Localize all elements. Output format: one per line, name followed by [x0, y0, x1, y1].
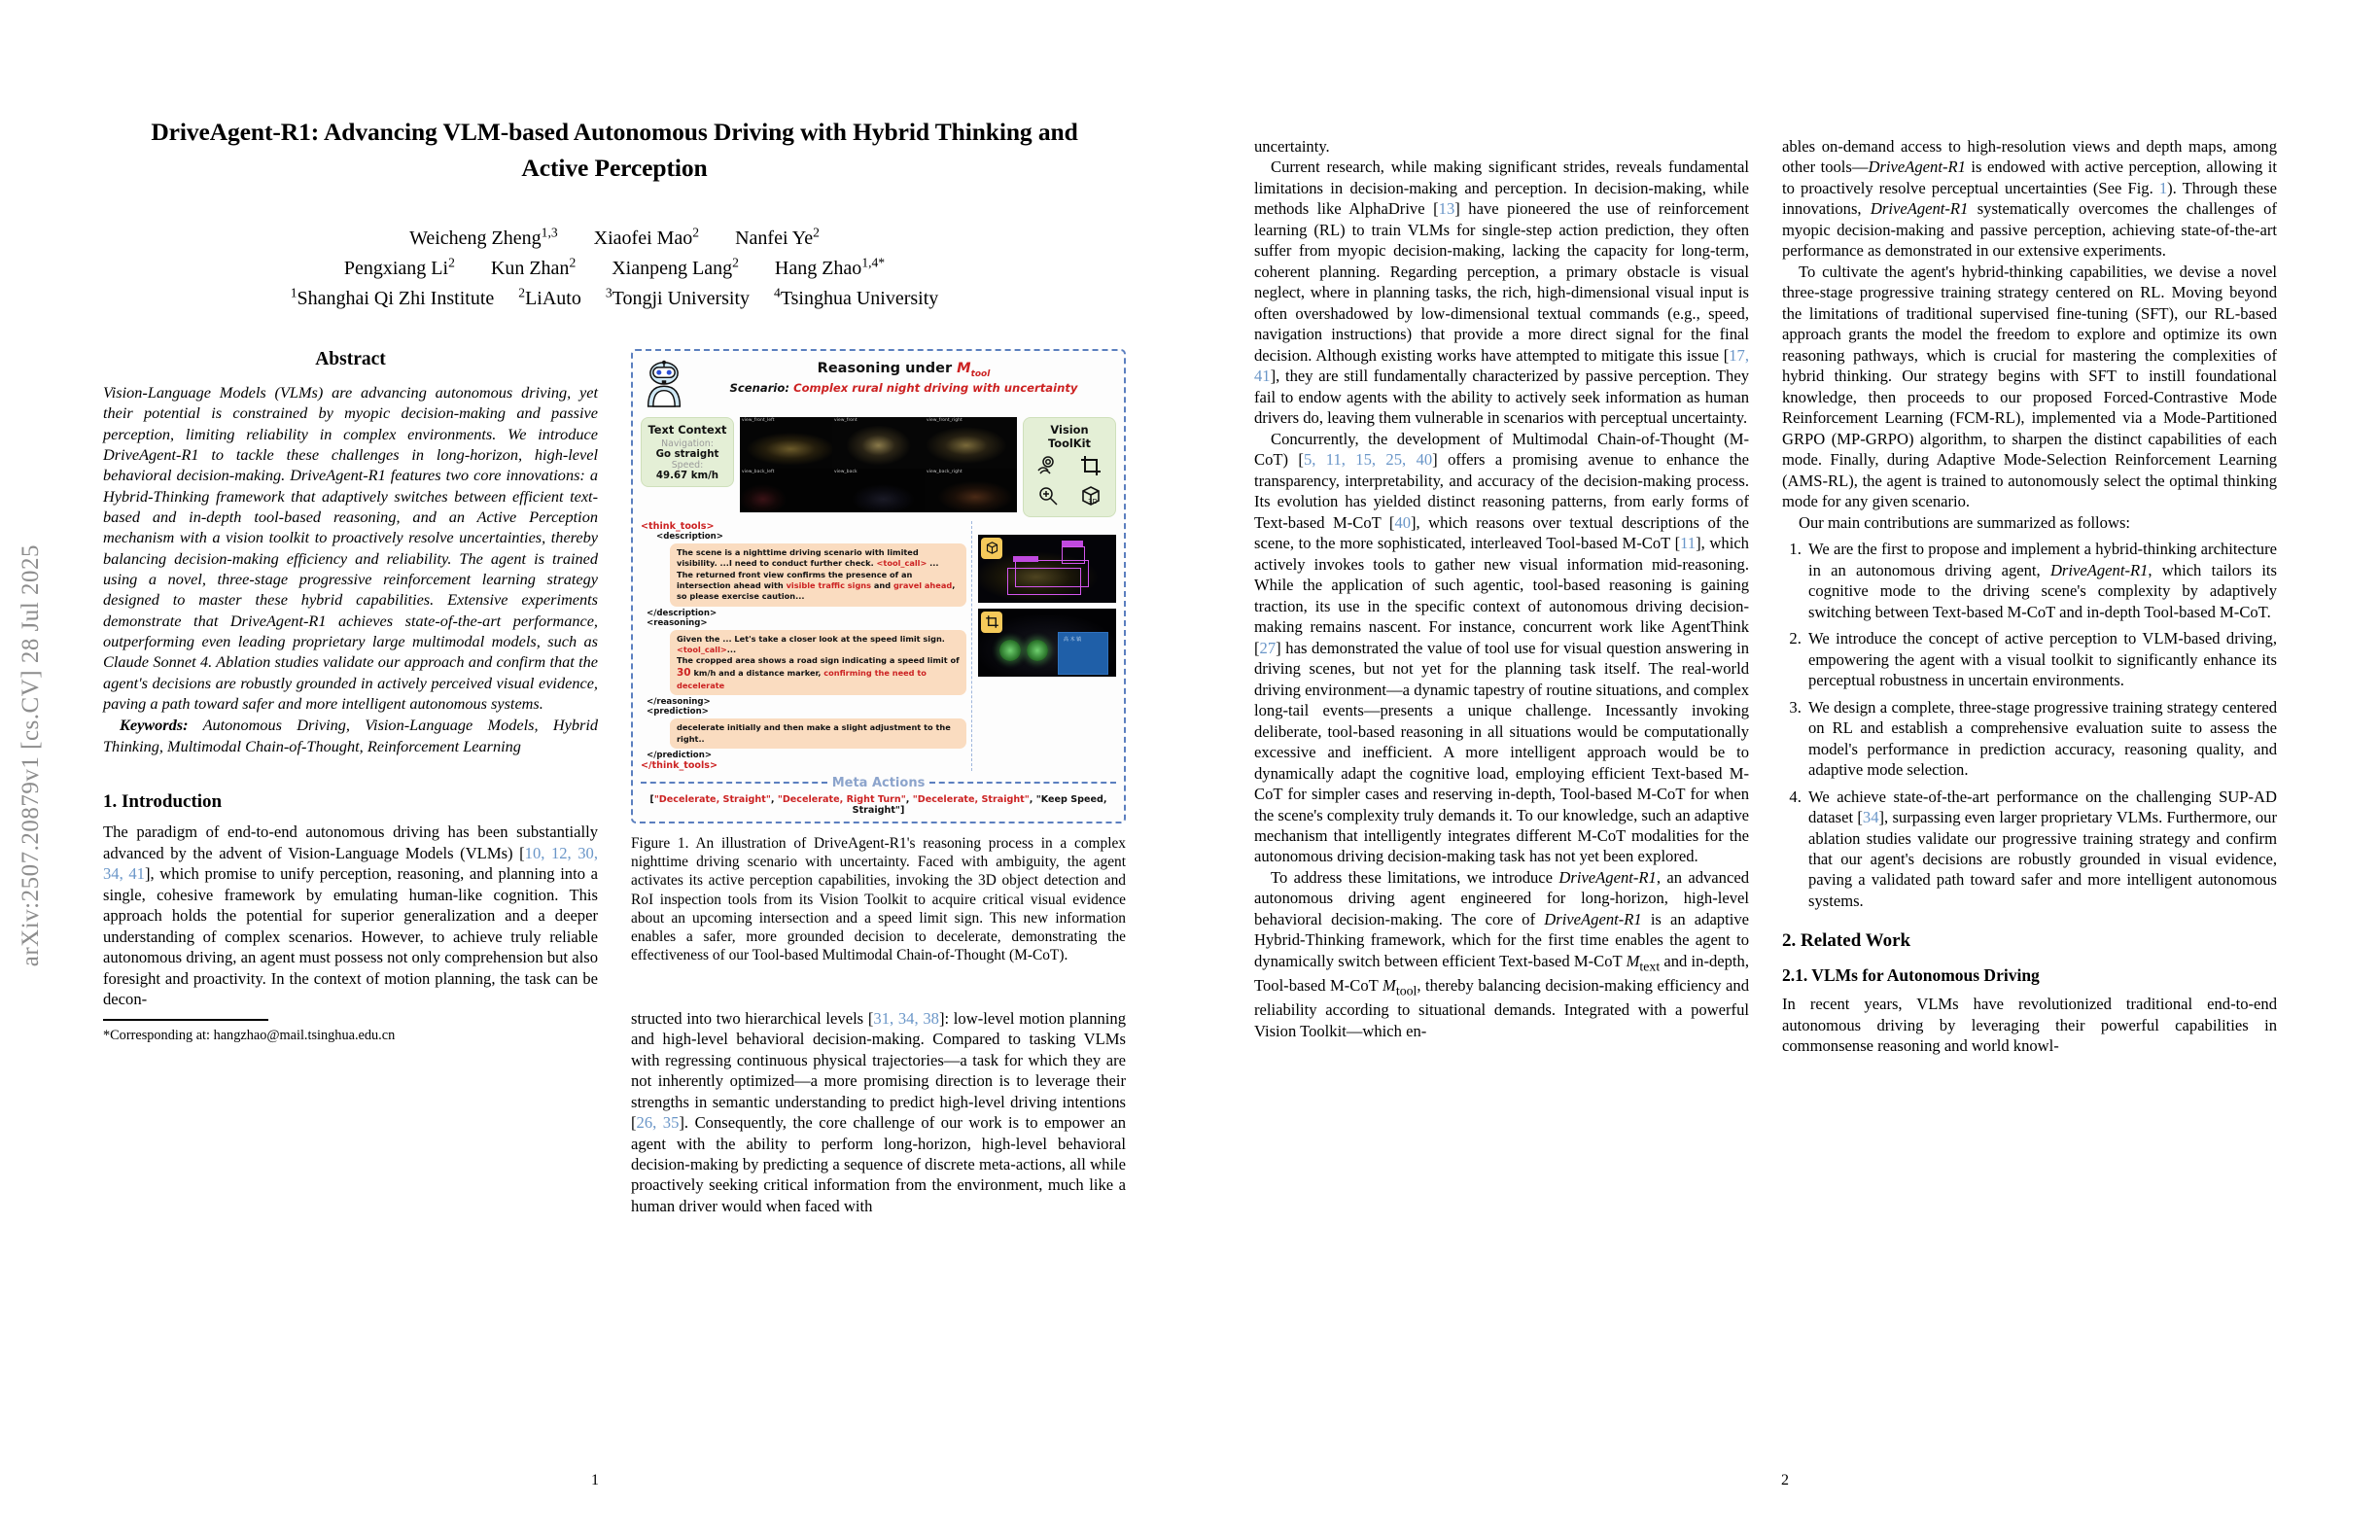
tag-reasoning-close: </reasoning>: [647, 697, 711, 708]
author-row-2: [103, 254, 1126, 284]
intro-paragraph-2: structed into two hierarchical levels [31, 34, 38]: low-level motion planning and high-level behavioral decision-making. Compared to tasking VLMs with regressing continuous physical trajectories—a task for which they are not inherently optimized—a more promising direction is to leverage their strengths in semantic understanding to predict high-level driving intentions [26, 35]. Consequently, the core challenge of our work is to empower an agent with the ability to perform long-horizon, high-level behavioral decision-making by predicting a sequence of discrete meta-actions, all while proactively seeking critical information from the environment, much like a human driver would when faced with: [631, 1008, 1127, 1215]
figure-title: Reasoning under $M_{tool}$: [817, 360, 991, 379]
figure-middle-row: [641, 417, 1116, 517]
author: Xianpeng Lang$^2$: [612, 255, 739, 279]
abstract-keywords: Keywords: Autonomous Driving, Vision-Language Models, Hybrid Thinking, Multimodal Chain-of-Thought, Reinforcement Learning: [103, 716, 598, 755]
meta-actions-list: ["Decelerate, Straight", "Decelerate, Right Turn", "Decelerate, Straight", "Keep Speed, Straight"]: [649, 793, 1107, 816]
prediction-bubble: decelerate initially and then make a slight adjustment to the right..: [670, 718, 966, 749]
page-2: [1190, 0, 2380, 1540]
author-row-1: [103, 224, 1126, 254]
text-context-box: [641, 417, 734, 487]
intro-paragraph-5: Concurrently, the development of Multimodal Chain-of-Thought (M-CoT) [5, 11, 15, 25, 40] offers a promising avenue to enhance the transparency, interpretability, and accuracy of the decision-making process. Its evolution has yielded distinct reasoning patterns, from early forms of Text-based M-CoT [40], which reasons over textual descriptions of the scene, to the more sophisticated, interleaved Tool-based M-CoT [11], which actively invokes tools to gather new visual information mid-reasoning. While the application of such agentic, tool-based reasoning is gaining traction, its use in the specific context of autonomous driving decision-making remains nascent. For instance, concurrent work like AgentThink [27] has demonstrated the value of tool use for visual question answering in driving scenes, but not yet for the planning task itself. The real-world driving environment—a dynamic tapestry of routine situations, and complex long-tail events—presents a unique challenge. Incessantly invoking deliberate, tool-based reasoning in all situations would be computationally excessive and inefficient. A more intelligent approach would be to dynamically adapt the cognitive load, employing efficient Text-based M-CoT for simpler cases and reserving in-depth, Tool-based M-CoT for when the scene's complexity truly demands it. To our knowledge, such an adaptive mechanism that intelligently integrates different M-CoT modalities for the autonomous driving decision-making task has not yet been explored.: [1254, 429, 1750, 866]
vision-toolkit-title: Vision ToolKit: [1048, 422, 1091, 450]
intro-paragraph-8: To cultivate the agent's hybrid-thinking capabilities, we devise a novel three-stage progressive training strategy centered on RL. Moving beyond the limitations of traditional supervised fine-tuning (SFT), our RL-based approach grants the model the freedom to explore and optimize its own reasoning pathways, which is crucial for mastering the complexities of hybrid thinking. Our strategy begins with SFT to instill foundational knowledge, then proceeds to our proposed Forced-Contrastive Mode Reinforcement Learning (FCM-RL), implemented via a Mode-Partitioned GRPO (MP-GRPO) algorithm, to sharpen the distinct capabilities of each mode. Finally, during Adaptive Mode-Selection Reinforcement Learning (AMS-RL), the agent is trained to autonomously select the optimal thinking mode for any given scenario.: [1782, 262, 2277, 511]
camera-view: view_front: [832, 417, 925, 469]
page-number-right: 2: [1781, 1472, 1789, 1488]
intro-paragraph-3: uncertainty.: [1254, 137, 1330, 156]
meta-actions-label: Meta Actions: [831, 775, 926, 790]
page-2-columns: [1254, 136, 2277, 1057]
author: Nanfei Ye$^2$: [735, 225, 820, 249]
list-item: 4. We achieve state-of-the-art performance on the challenging SUP-AD dataset [34], surpassing even larger proprietary VLMs. Furthermore, our ablation studies validate our progressive training strategy and confirm that our agent's decisions are robustly grounded in visual evidence, paving a validated path toward safer and more intelligent autonomous systems.: [1805, 787, 2277, 912]
camera-view-grid: [740, 417, 1017, 512]
author: Xiaofei Mao$^2$: [593, 225, 700, 249]
affiliation: $^1$Shanghai Qi Zhi Institute: [290, 285, 495, 309]
figure-1: [631, 349, 1126, 823]
author: Weicheng Zheng$^{1,3}$: [409, 225, 558, 249]
figure-caption: Figure 1. An illustration of DriveAgent-R1's reasoning process in a complex nighttime driving scenario with uncertainty. Faced with ambiguity, the agent activates its active perception capabilities, invoking the 3D object detection and RoI inspection tools from its Vision Toolkit to acquire critical visual evidence about an upcoming intersection and a speed limit sign. This new information enables a safer, more grounded decision to decelerate, demonstrating the effectiveness of our Tool-based Multimodal Chain-of-Thought (M-CoT).: [631, 834, 1126, 964]
abstract-heading: Abstract: [315, 348, 386, 369]
navigation-label: Navigation:: [661, 438, 714, 449]
3d-detection-thumbnail: [978, 535, 1116, 603]
figure-scenario: Scenario: Complex rural night driving with uncertainty: [729, 380, 1078, 395]
figure-header: [641, 358, 1116, 414]
speed-label: Speed:: [671, 459, 704, 471]
camera-view: view_front_right: [925, 417, 1017, 469]
3d-box-icon: [1079, 484, 1102, 511]
intro-paragraph-1: The paradigm of end-to-end autonomous driving has been substantially advanced by the advent of Vision-Language Models (VLMs) [10, 12, 30, 34, 41], which promise to unify perception, reasoning, and planning into a single, cohesive framework by emulating human-like cognition. This approach holds the potential for superior generalization and a deeper understanding of complex scenarios. However, to achieve truly reliable autonomous driving, an agent must possess not only comprehension but also foresight and proactivity. In the context of motion planning, the task can be decon-: [103, 822, 599, 1008]
intro-paragraph-7: ables on-demand access to high-resolution views and depth maps, among other tools—DriveAgent-R1 is endowed with active perception, allowing it to proactively resolve perceptual uncertainties (See Fig. 1). Through these innovations, DriveAgent-R1 systematically overcomes the challenges of myopic decision-making and passive perception, achieving state-of-the-art performance as demonstrated in our extensive experiments.: [1782, 137, 2278, 261]
column-left: [103, 349, 598, 1217]
meta-actions-divider: [641, 776, 1116, 790]
vision-toolkit-box: [1023, 417, 1116, 517]
footnote-rule: [103, 1019, 268, 1021]
page-1-columns: [103, 349, 1126, 1217]
related-work-paragraph-1: In recent years, VLMs have revolutionized traditional end-to-end autonomous driving by leveraging their powerful capabilities in commonsense reasoning and world knowl-: [1782, 995, 2277, 1056]
tag-prediction-open: <prediction>: [647, 707, 709, 718]
intro-paragraph-6: To address these limitations, we introduce DriveAgent-R1, an advanced autonomous driving agent engineered for long-horizon, high-level behavioral decision-making. The core of DriveAgent-R1 is an adaptive Hybrid-Thinking framework, which for the first time enables the agent to dynamically switch between efficient Text-based M-CoT $M_{text}$ and in-depth, Tool-based M-CoT $M_{tool}$, thereby balancing decision-making efficiency and reliability according to situational demands. Integrated with a powerful Vision Toolkit—which en-: [1254, 867, 1750, 1040]
tag-think-tools-open: <think_tools>: [641, 520, 715, 532]
contributions-lead: Our main contributions are summarized as follows:: [1799, 512, 2131, 532]
camera-view: view_back_right: [925, 469, 1017, 512]
3d-box-badge-icon: [981, 538, 1002, 559]
affiliation: $^2$LiAuto: [518, 285, 581, 309]
tag-reasoning-open: <reasoning>: [647, 617, 708, 628]
section-heading-related-work: 2. Related Work: [1782, 930, 1911, 952]
tag-prediction-close: </prediction>: [647, 750, 713, 760]
column-right-p2: [1782, 136, 2277, 1057]
column-left-p2: [1254, 136, 1749, 1057]
crop-badge-icon: [981, 612, 1002, 633]
list-item: 1. We are the first to propose and implement a hybrid-thinking architecture in an autonomous driving agent, DriveAgent-R1, which tailors its cognitive mode to the driving scene's complexity by adaptively switching between Text-based M-CoT and in-depth Tool-based M-CoT.: [1805, 539, 2277, 622]
footnote-area: [103, 1019, 598, 1044]
camera-view: view_back_left: [740, 469, 832, 512]
depth-icon: [1036, 454, 1060, 481]
camera-view: view_front_left: [740, 417, 832, 469]
svg-text:3D: 3D: [1088, 497, 1099, 506]
text-context-title: Text Context: [648, 422, 727, 437]
subsection-heading-vlms: 2.1. VLMs for Autonomous Driving: [1782, 965, 2040, 986]
list-item: 2. We introduce the concept of active perception to VLM-based driving, empowering the agent with a visual toolkit to significantly enhance its perceptual robustness in uncertain environments.: [1805, 628, 2277, 690]
tag-description-close: </description>: [647, 608, 718, 618]
intro-paragraph-4: Current research, while making significant strides, reveals fundamental limitations in decision-making and perception. In decision-making, while methods like AlphaDrive [13] have pioneered the use of reinforcement learning (RL) to train VLMs for single-step action prediction, they often suffer from myopic decision-making, lacking the capacity for long-term, coherent planning. Regarding perception, a primary obstacle is visual neglect, where in planning tasks, the rich, high-dimensional visual input is often overshadowed by low-dimensional textual commands (e.g., speed, navigation instructions) that provide a more direct signal for the final decision. Although existing works have attempted to mitigate this issue [17, 41], they are still fundamentally characterized by passive perception. They fail to endow agents with the ability to actively seek information as human drivers do, leaving them vulnerable in scenarios with perceptual uncertainty.: [1254, 158, 1749, 428]
figure-reasoning-body: [641, 521, 1116, 771]
affiliation: $^4$Tsinghua University: [774, 285, 939, 309]
affiliation: $^3$Tongji University: [605, 285, 751, 309]
column-right: [631, 349, 1126, 1217]
list-item: 3. We design a complete, three-stage progressive training strategy centered on RL and establish a comprehensive evaluation suite to assess the model's performance in prediction accuracy, reasoning quality, and adaptive mode selection.: [1805, 697, 2277, 781]
author: Hang Zhao$^{1,4*}$: [774, 255, 886, 279]
tool-output-thumbnails: [971, 521, 1116, 771]
arxiv-stamp: arXiv:2507.20879v1 [cs.CV] 28 Jul 2025: [18, 544, 44, 967]
description-bubble: The scene is a nighttime driving scenario with limited visibility. ...I need to conduct further check. <tool_call> ... The returned front view confirms the presence of an intersection ahead with visible traffic signs and gravel ahead, so please exercise caution...: [670, 543, 966, 607]
navigation-value: Go straight: [655, 448, 719, 460]
roi-crop-thumbnail: 高 木 镇: [978, 609, 1116, 677]
contributions-list: [1782, 539, 2277, 911]
tag-think-tools-close: </think_tools>: [641, 759, 718, 771]
speed-value: 49.67 km/h: [655, 470, 719, 481]
reasoning-trace: [641, 521, 966, 771]
author: Pengxiang Li$^2$: [343, 255, 455, 279]
author: Kun Zhan$^2$: [490, 255, 577, 279]
author-list: [103, 224, 1126, 284]
section-heading-introduction: 1. Introduction: [103, 791, 223, 813]
camera-view: view_back: [832, 469, 925, 512]
page-number-left: 1: [591, 1472, 599, 1488]
affiliation-list: [103, 285, 1126, 310]
abstract-section: [103, 349, 598, 756]
tag-description-open: <description>: [656, 531, 724, 542]
footnote-text: *Corresponding at: hangzhao@mail.tsinghua.edu.cn: [103, 1027, 396, 1043]
zoom-icon: [1036, 484, 1060, 511]
crop-icon: [1079, 454, 1102, 481]
reasoning-bubble: Given the ... Let's take a closer look at the speed limit sign. <tool_call>... The cropped area shows a road sign indicating a speed limit of 30 km/h and a distance marker, confirming the need to decelerate: [670, 630, 966, 696]
abstract-body: Vision-Language Models (VLMs) are advancing autonomous driving, yet their potential is constrained by myopic decision-making and passive perception, limiting reliability in complex environments. We introduce DriveAgent-R1 to tackle these challenges in long-horizon, high-level behavioral decision-making. DriveAgent-R1 features two core innovations: a Hybrid-Thinking framework that adaptively switches between efficient text-based and in-depth tool-based reasoning, and an Active Perception mechanism with a vision toolkit to proactively resolve uncertainties, thereby balancing decision-making efficiency and reliability. The agent is trained using a novel, three-stage progressive reinforcement learning strategy designed to master these hybrid capabilities. Extensive experiments demonstrate that DriveAgent-R1 achieves state-of-the-art performance, outperforming even leading proprietary large multimodal models, such as Claude Sonnet 4. Ablation studies validate our approach and confirm that the agent's decisions are robustly grounded in actively perceived visual evidence, paving a path toward safer and more intelligent autonomous systems.: [103, 382, 598, 714]
page-title: DriveAgent-R1: Advancing VLM-based Autonomous Driving with Hybrid Thinking and Active Perception: [151, 118, 1078, 182]
robot-avatar-icon: [641, 359, 687, 414]
